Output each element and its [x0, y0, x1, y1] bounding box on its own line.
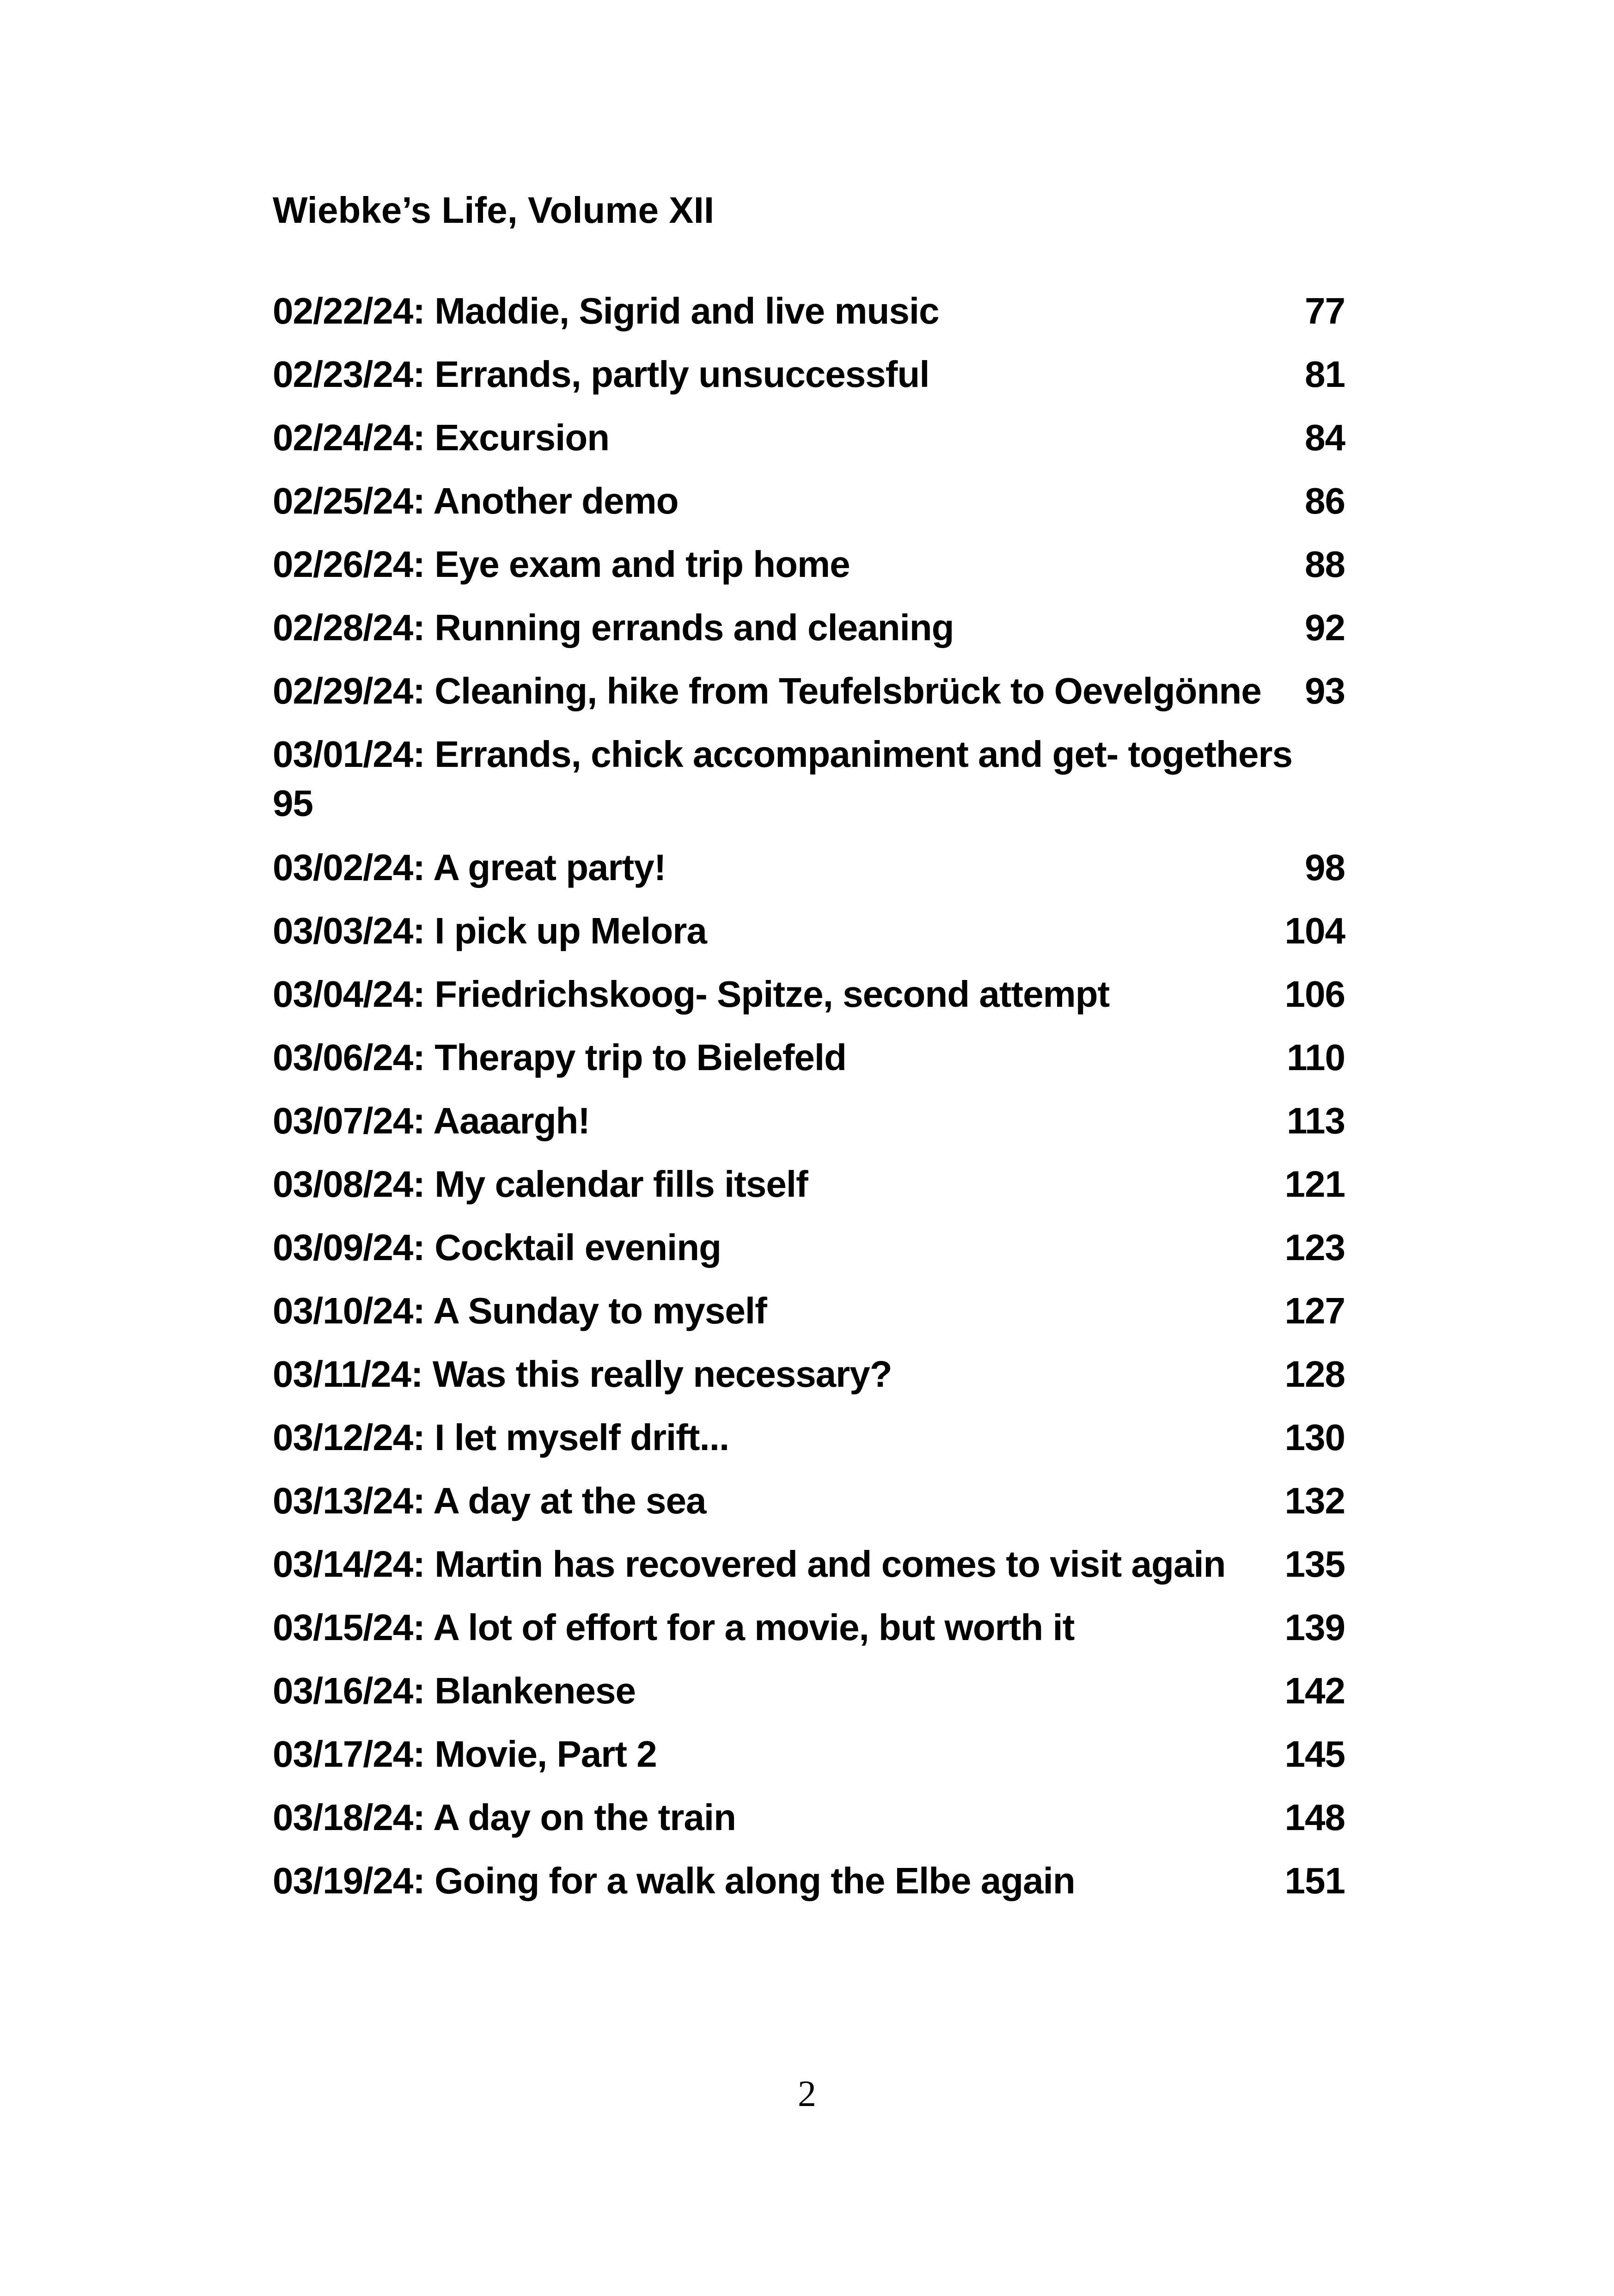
toc-entry-title: 02/25/24: Another demo — [273, 480, 679, 521]
toc-entry-title: 03/11/24: Was this really necessary? — [273, 1353, 892, 1395]
toc-entry-title: 03/16/24: Blankenese — [273, 1670, 636, 1711]
toc-entry-page: 132 — [1284, 1480, 1345, 1521]
toc-entry-title: 03/06/24: Therapy trip to Bielefeld — [273, 1037, 846, 1078]
toc-entry-page: 110 — [1286, 1037, 1345, 1078]
toc-entry — [273, 1793, 1345, 1856]
toc-entry-title: 03/14/24: Martin has recovered and comes to visit again — [273, 1543, 1226, 1585]
toc-entry-page: 151 — [1284, 1860, 1345, 1901]
table-of-contents — [273, 287, 1345, 1920]
toc-entry — [273, 1856, 1345, 1920]
toc-entry-page: 113 — [1286, 1100, 1345, 1141]
toc-entry-page: 127 — [1284, 1290, 1345, 1331]
toc-entry — [273, 287, 1345, 350]
toc-entry-title: 03/18/24: A day on the train — [273, 1797, 736, 1838]
book-title: Wiebke’s Life, Volume XII — [273, 190, 715, 231]
toc-entry-title: 03/04/24: Friedrichskoog- Spitze, second attempt — [273, 974, 1110, 1015]
toc-entry-page: 135 — [1284, 1543, 1345, 1585]
toc-entry-page: 93 — [1305, 670, 1345, 711]
toc-entry — [273, 1540, 1345, 1603]
toc-entry-page: 84 — [1305, 417, 1345, 458]
toc-entry — [273, 540, 1345, 603]
toc-entry-page: 88 — [1305, 544, 1345, 585]
toc-entry — [273, 350, 1345, 413]
toc-entry-title: 03/10/24: A Sunday to myself — [273, 1290, 767, 1331]
toc-entry — [273, 1413, 1345, 1476]
toc-entry-title: 03/17/24: Movie, Part 2 — [273, 1733, 657, 1775]
toc-entry — [273, 1033, 1345, 1096]
toc-entry — [273, 1476, 1345, 1540]
toc-entry — [273, 477, 1345, 540]
toc-entry — [273, 667, 1345, 730]
toc-entry-title: 03/08/24: My calendar fills itself — [273, 1163, 808, 1205]
toc-entry-title: 02/23/24: Errands, partly unsuccessful — [273, 354, 929, 395]
toc-entry — [273, 1223, 1345, 1286]
toc-entry-page: 123 — [1284, 1227, 1345, 1268]
toc-entry-page: 145 — [1284, 1733, 1345, 1775]
toc-entry — [273, 413, 1345, 477]
toc-entry — [273, 1286, 1345, 1350]
toc-entry-page: 121 — [1284, 1163, 1345, 1205]
toc-entry — [273, 1730, 1345, 1793]
toc-entry-title: 03/07/24: Aaaargh! — [273, 1100, 590, 1141]
toc-entry-page: 142 — [1284, 1670, 1345, 1711]
toc-entry-title: 03/03/24: I pick up Melora — [273, 910, 707, 951]
toc-entry-title: 02/22/24: Maddie, Sigrid and live music — [273, 290, 939, 331]
toc-entry-title: 03/13/24: A day at the sea — [273, 1480, 706, 1521]
toc-entry-page: 81 — [1305, 354, 1345, 395]
toc-entry-title: 03/19/24: Going for a walk along the Elbe again — [273, 1860, 1075, 1901]
toc-entry-page: 139 — [1284, 1607, 1345, 1648]
toc-entry-page: 148 — [1284, 1797, 1345, 1838]
toc-entry-page: 130 — [1284, 1417, 1345, 1458]
toc-entry-page: 98 — [1305, 847, 1345, 888]
toc-entry-page: 92 — [1305, 607, 1345, 648]
toc-entry — [273, 970, 1345, 1033]
toc-entry-title: 02/26/24: Eye exam and trip home — [273, 544, 850, 585]
toc-entry-title: 02/28/24: Running errands and cleaning — [273, 607, 954, 648]
toc-entry — [273, 906, 1345, 970]
toc-entry-title: 03/12/24: I let myself drift... — [273, 1417, 729, 1458]
toc-entry — [273, 1350, 1345, 1413]
toc-entry-title: 03/09/24: Cocktail evening — [273, 1227, 721, 1268]
toc-entry — [273, 1096, 1345, 1160]
toc-entry-page: 95 — [273, 783, 313, 824]
toc-entry — [273, 603, 1345, 667]
toc-entry-page: 128 — [1284, 1353, 1345, 1395]
toc-entry — [273, 1160, 1345, 1223]
toc-entry-title: 02/24/24: Excursion — [273, 417, 610, 458]
toc-entry-page: 104 — [1284, 910, 1345, 951]
toc-entry-title: 03/01/24: Errands, chick accompaniment and get- togethers — [273, 734, 1292, 775]
toc-entry-page: 77 — [1305, 290, 1345, 331]
toc-entry-title: 03/02/24: A great party! — [273, 847, 666, 888]
page-number: 2 — [798, 2074, 816, 2114]
toc-entry — [273, 843, 1345, 906]
toc-entry-title: 03/15/24: A lot of effort for a movie, but worth it — [273, 1607, 1075, 1648]
toc-entry-title: 02/29/24: Cleaning, hike from Teufelsbrück to Oevelgönne — [273, 670, 1261, 711]
toc-entry — [273, 730, 1345, 843]
toc-entry — [273, 1666, 1345, 1730]
toc-entry-page: 86 — [1305, 480, 1345, 521]
toc-entry — [273, 1603, 1345, 1666]
toc-entry-page: 106 — [1284, 974, 1345, 1015]
